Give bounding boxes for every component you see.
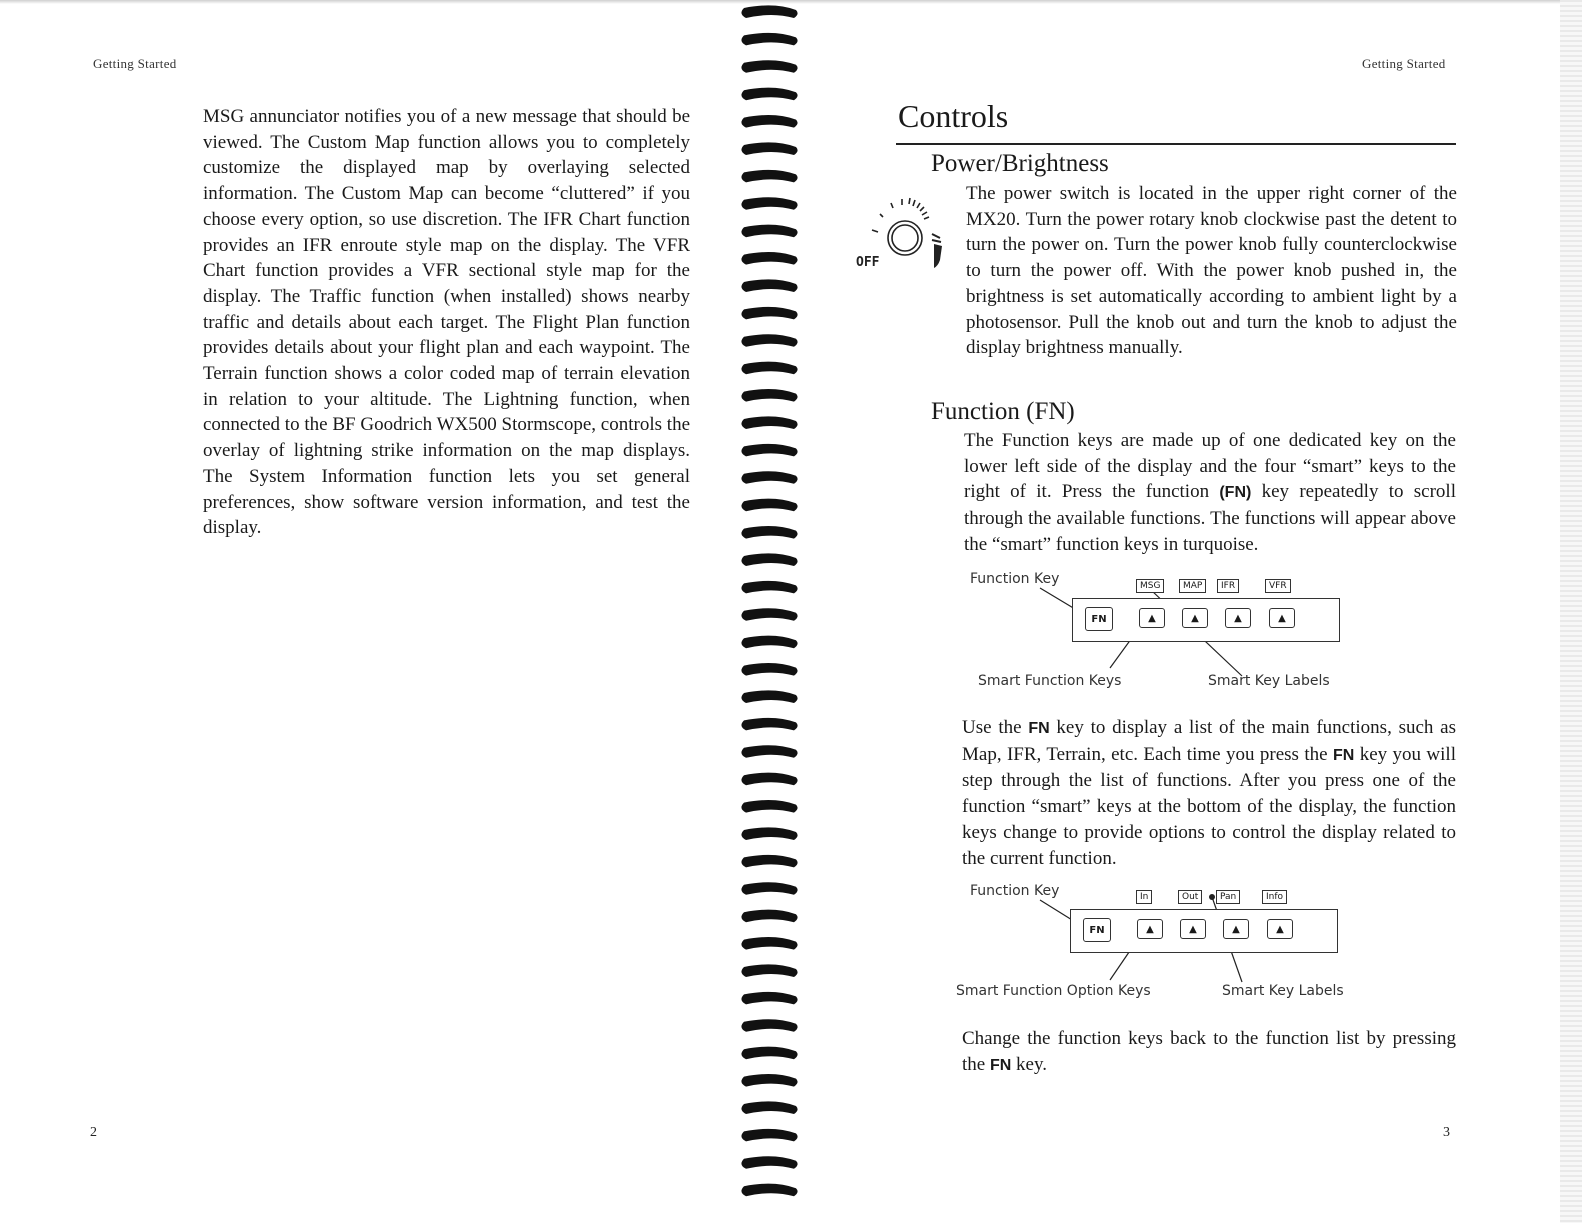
spiral-coil	[741, 553, 797, 566]
spiral-coil	[741, 992, 797, 1005]
fn-key-2[interactable]: FN	[1083, 918, 1111, 942]
power-paragraph: The power switch is located in the upper right corner of the MX20. Turn the power rotary knob clockwise past the detent to turn the power on. Turn the power knob fully counterclockwise to turn the power off. With the power knob pushed in, the brightness is set automatically according to ambient light by a photosensor. Pull the knob out and turn the knob to adjust the display brightness manually.	[966, 183, 1457, 359]
smart-function-option-keys-label: Smart Function Option Keys	[956, 983, 1151, 999]
spiral-coil	[741, 499, 797, 512]
soft-label-map: MAP	[1179, 579, 1206, 593]
function-paragraph-1: The Function keys are made up of one dedicated key on the lower left side of the display and the four “smart” keys to the right of it. Press the function (FN) key repeatedly to scroll through the available functions. The functions will appear above the “smart” function keys in turquoise.	[964, 430, 1456, 555]
function-paragraph-3: Change the function keys back to the function list by pressing the FN key.	[962, 1028, 1456, 1075]
soft-label-msg: MSG	[1136, 579, 1164, 593]
running-head-left: Getting Started	[93, 56, 177, 71]
option-key-2[interactable]: ▲	[1180, 919, 1206, 939]
spiral-coil	[741, 444, 797, 457]
spiral-coil	[741, 252, 797, 265]
spiral-coil	[741, 663, 797, 676]
spiral-coil	[741, 1074, 797, 1087]
spiral-coil	[741, 197, 797, 210]
spiral-coil	[741, 1101, 797, 1114]
spiral-coil	[741, 773, 797, 786]
spiral-coil	[741, 800, 797, 813]
smart-function-keys-label: Smart Function Keys	[978, 673, 1122, 689]
function-paragraph-2: Use the FN key to display a list of the main functions, such as Map, IFR, Terrain, etc. Each time you press the FN key you will step through the list of functions. After you press one of the function “smart” keys at the bottom of the display, the function keys change to provide options to control the display related to the current function.	[962, 717, 1457, 869]
spiral-coil	[741, 964, 797, 977]
function-key-label-2: Function Key	[970, 883, 1060, 899]
scan-edge-right	[1560, 0, 1582, 1223]
option-key-3[interactable]: ▲	[1223, 919, 1249, 939]
soft-label-out: Out	[1178, 890, 1202, 904]
smart-key-1[interactable]: ▲	[1139, 608, 1165, 628]
left-page-paragraph: MSG annunciator notifies you of a new message that should be viewed. The Custom Map function allows you to completely customize the displayed map by overlaying selected information. The Custom Map can become “cluttered” if you choose every option, so use discretion. The IFR Chart function provides an IFR enroute style map on the display. The VFR Chart function provides a VFR sectional style map for the display. The Traffic function (when installed) shows nearby traffic and details about each target. The Flight Plan function provides details about your flight plan and each waypoint. The Terrain function shows a color coded map of terrain elevation in relation to your altitude. The Lightning function, when connected to the BF Goodrich WX500 Stormscope, controls the overlay of lightning strike information on the map displays. The System Information function lets you set general preferences, show software version information, and test the display.	[203, 106, 690, 539]
spiral-coil	[741, 279, 797, 292]
spiral-coil	[741, 1184, 797, 1197]
spiral-coil	[741, 334, 797, 347]
subheading-function-fn: Function (FN)	[931, 398, 1075, 425]
subheading-power-brightness: Power/Brightness	[931, 150, 1109, 177]
function-keys-diagram-2	[956, 878, 1360, 1008]
spiral-coil	[741, 471, 797, 484]
spiral-coil	[741, 307, 797, 320]
soft-label-in: In	[1136, 890, 1152, 904]
smart-key-labels-label: Smart Key Labels	[1208, 673, 1330, 689]
spiral-coil	[741, 5, 797, 18]
spiral-coil	[741, 882, 797, 895]
soft-label-pan: Pan	[1216, 890, 1240, 904]
fn-key-inline: (FN)	[1219, 484, 1252, 502]
smart-key-labels-label-2: Smart Key Labels	[1222, 983, 1344, 999]
spiral-coil	[741, 1156, 797, 1169]
spiral-coil	[741, 827, 797, 840]
option-key-4[interactable]: ▲	[1267, 919, 1293, 939]
spiral-coil	[741, 362, 797, 375]
page-number-right: 3	[1443, 1125, 1450, 1140]
smart-key-4[interactable]: ▲	[1269, 608, 1295, 628]
spiral-coil	[741, 1129, 797, 1142]
soft-label-ifr: IFR	[1217, 579, 1239, 593]
spiral-coil	[741, 855, 797, 868]
function-keys-diagram-1	[960, 566, 1350, 696]
spiral-coil	[741, 115, 797, 128]
spiral-coil	[741, 170, 797, 183]
spiral-coil	[741, 1047, 797, 1060]
function-key-label: Function Key	[970, 571, 1060, 587]
spiral-coil	[741, 608, 797, 621]
smart-key-2[interactable]: ▲	[1182, 608, 1208, 628]
spiral-binding	[734, 0, 814, 1223]
spiral-coil	[741, 33, 797, 46]
heading-rule	[896, 143, 1456, 145]
spiral-coil	[741, 225, 797, 238]
spiral-coil	[741, 581, 797, 594]
display-bezel	[1072, 598, 1340, 642]
spiral-coil	[741, 60, 797, 73]
soft-label-info: Info	[1262, 890, 1287, 904]
spiral-coil	[741, 389, 797, 402]
option-key-1[interactable]: ▲	[1137, 919, 1163, 939]
soft-label-vfr: VFR	[1265, 579, 1291, 593]
fn-key[interactable]: FN	[1085, 607, 1113, 631]
spiral-coil	[741, 88, 797, 101]
spiral-coil	[741, 416, 797, 429]
spiral-coil	[741, 745, 797, 758]
spiral-coil	[741, 1019, 797, 1032]
spiral-coil	[741, 142, 797, 155]
spiral-coil	[741, 910, 797, 923]
page-number-left: 2	[90, 1125, 97, 1140]
power-knob-icon	[850, 186, 960, 276]
spiral-coil	[741, 718, 797, 731]
spiral-coil	[741, 690, 797, 703]
running-head-right: Getting Started	[1362, 56, 1446, 71]
section-heading-controls: Controls	[898, 98, 1009, 134]
display-bezel-2	[1070, 909, 1338, 953]
spiral-coil	[741, 526, 797, 539]
spiral-coil	[741, 937, 797, 950]
knob-off-label: OFF	[856, 255, 880, 270]
spiral-coil	[741, 636, 797, 649]
smart-key-3[interactable]: ▲	[1225, 608, 1251, 628]
